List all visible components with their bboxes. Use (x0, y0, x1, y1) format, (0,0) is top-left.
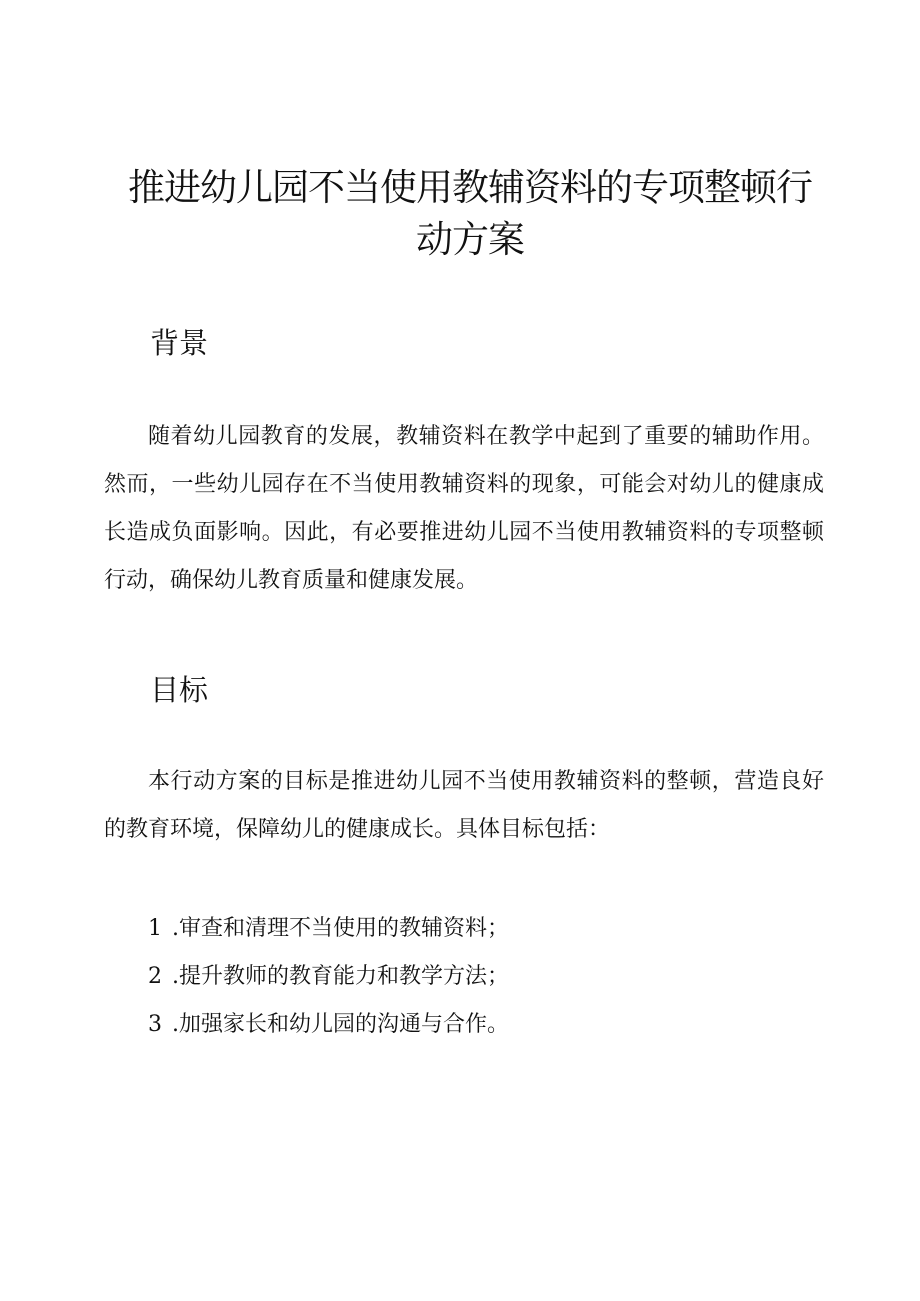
list-item-text: .加强家长和幼儿园的沟通与合作。 (172, 1012, 509, 1037)
section-heading-background: 背景 (150, 326, 209, 360)
list-item (148, 1001, 509, 1049)
list-item-number: 3 (148, 1012, 162, 1037)
list-item-number: 2 (148, 964, 162, 989)
list-item (148, 905, 509, 953)
goals-list (148, 905, 509, 1049)
goals-paragraph: 本行动方案的目标是推进幼儿园不当使用教辅资料的整顿，营造良好的教育环境，保障幼儿的健康成长。具体目标包括： (104, 769, 824, 842)
list-item-text: .审查和清理不当使用的教辅资料； (172, 916, 509, 941)
document-title: 推进幼儿园不当使用教辅资料的专项整顿行动方案 (128, 166, 812, 261)
list-item-number: 1 (148, 916, 162, 941)
list-item (148, 953, 509, 1001)
section-heading-goals: 目标 (150, 673, 209, 707)
list-item-text: .提升教师的教育能力和教学方法； (172, 964, 509, 989)
background-paragraph: 随着幼儿园教育的发展，教辅资料在教学中起到了重要的辅助作用。然而，一些幼儿园存在不当使用教辅资料的现象，可能会对幼儿的健康成长造成负面影响。因此，有必要推进幼儿园不当使用教辅资料的专项整顿行动，确保幼儿教育质量和健康发展。 (104, 424, 824, 593)
